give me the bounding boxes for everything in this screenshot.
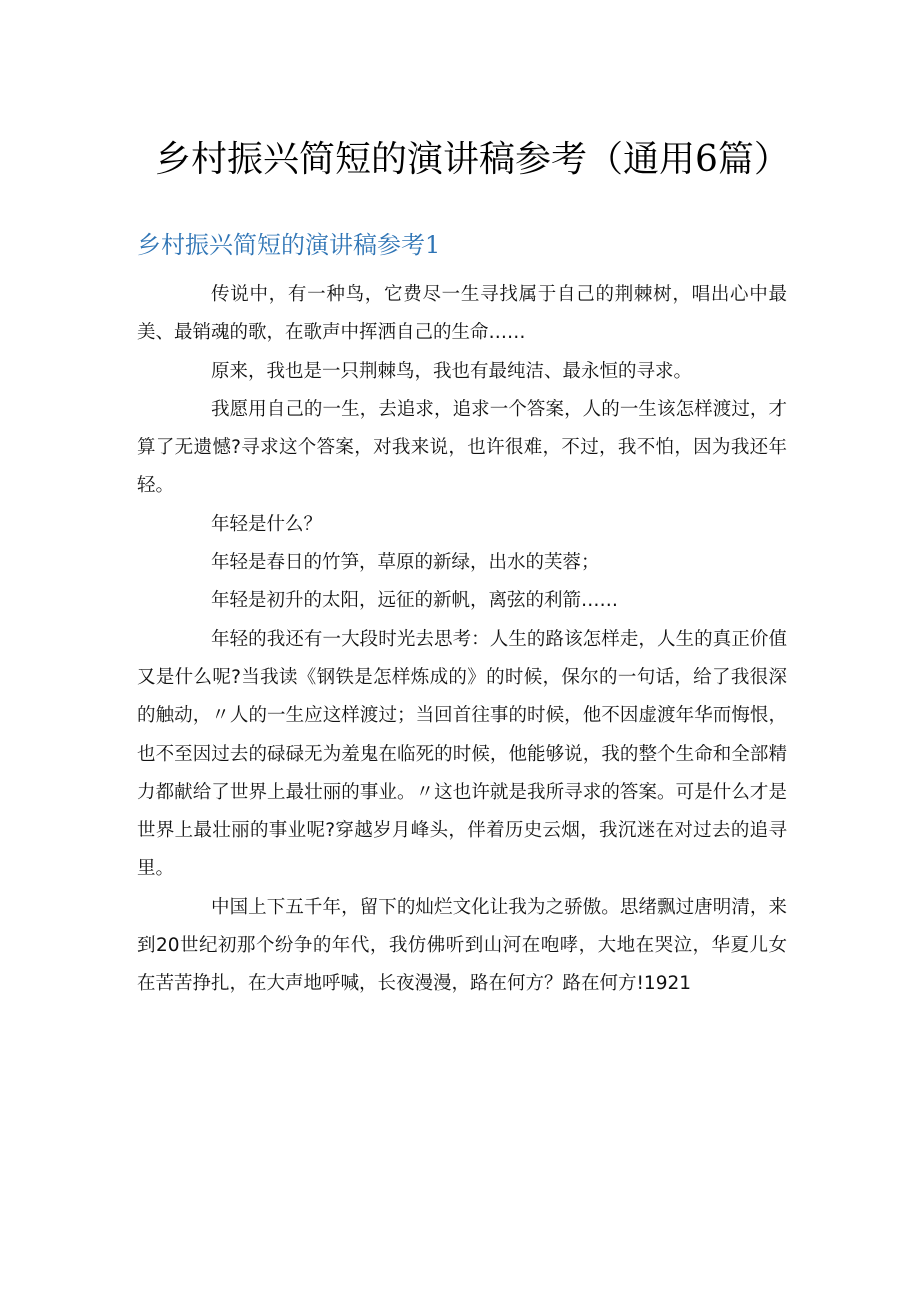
paragraph: 传说中，有一种鸟，它费尽一生寻找属于自己的荆棘树，唱出心中最美、最销魂的歌，在歌声中挥洒自己的生命……	[137, 284, 787, 344]
paragraph: 年轻是初升的太阳，远征的新帆，离弦的利箭……	[211, 590, 619, 612]
document-body	[137, 276, 787, 1004]
paragraph: 我愿用自己的一生，去追求，追求一个答案，人的一生该怎样渡过，才算了无遗憾?寻求这个答案，对我来说，也许很难，不过，我不怕，因为我还年轻。	[137, 398, 787, 497]
paragraph: 年轻的我还有一大段时光去思考：人生的路该怎样走，人生的真正价值又是什么呢?当我读《钢铁是怎样炼成的》的时候，保尔的一句话，给了我很深的触动，〃人的一生应这样渡过；当回首往事的时候，他不因虚渡年华而悔恨，也不至因过去的碌碌无为羞鬼在临死的时候，他能够说，我的整个生命和全部精力都献给了世界上最壮丽的事业。〃这也许就是我所寻求的答案。可是什么才是世界上最壮丽的事业呢?穿越岁月峰头，伴着历史云烟，我沉迷在对过去的追寻里。	[137, 628, 787, 880]
section-heading: 乡村振兴简短的演讲稿参考1	[137, 231, 441, 259]
paragraph: 中国上下五千年，留下的灿烂文化让我为之骄傲。思绪飘过唐明清，来到20世纪初那个纷争的年代，我仿佛听到山河在咆哮，大地在哭泣，华夏儿女在苦苦挣扎，在大声地呼喊，长夜漫漫，路在何方？路在何方!1921	[137, 896, 787, 995]
document-title: 乡村振兴简短的演讲稿参考（通用6篇）	[155, 139, 790, 180]
paragraph: 年轻是春日的竹笋，草原的新绿，出水的芙蓉；	[211, 552, 600, 574]
paragraph: 年轻是什么？	[211, 513, 323, 535]
paragraph: 原来，我也是一只荆棘鸟，我也有最纯洁、最永恒的寻求。	[211, 360, 693, 382]
